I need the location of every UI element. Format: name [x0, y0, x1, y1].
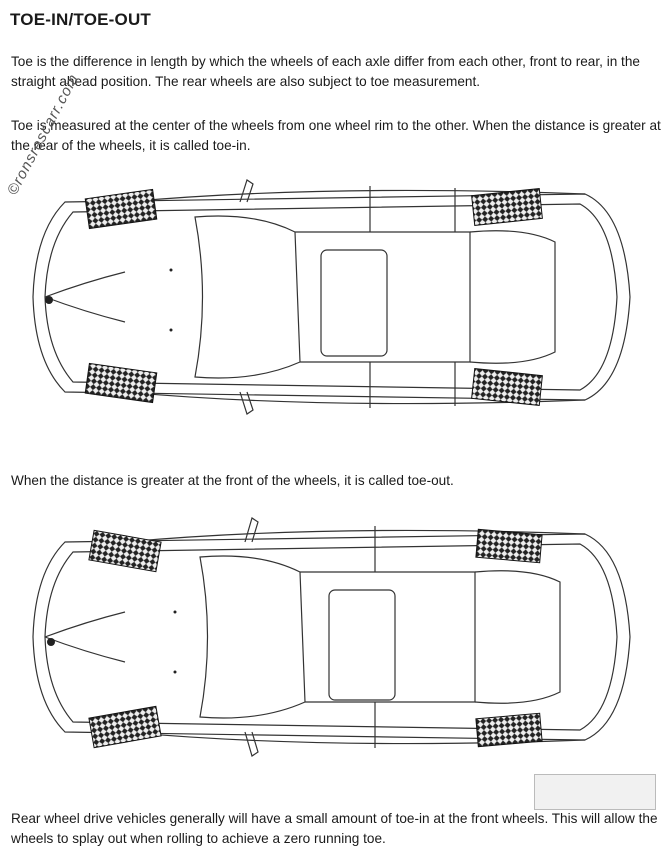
front-right-wheel	[85, 363, 157, 402]
stamp-mark	[534, 774, 656, 810]
front-right-wheel	[89, 706, 161, 747]
front-left-wheel	[85, 189, 157, 228]
rear-right-wheel	[472, 369, 543, 406]
watermark: ©ronsrescarr.com	[4, 70, 83, 198]
toe-out-paragraph: When the distance is greater at the front of the wheels, it is called toe-out.	[11, 473, 454, 488]
rwd-paragraph: Rear wheel drive vehicles generally will have a small amount of toe-in at the front wheels. This will allow the wheels to splay out when rolling to achieve a zero running toe.	[11, 811, 658, 846]
toe-in-paragraph: Toe is measured at the center of the wheels from one wheel rim to the other. When the distance is greater at the rear of the wheels, it is called toe-in.	[11, 118, 661, 153]
rear-left-wheel	[472, 189, 543, 226]
rear-left-wheel	[476, 529, 542, 562]
page-title: TOE-IN/TOE-OUT	[10, 10, 152, 29]
intro-paragraph: Toe is the difference in length by which the wheels of each axle differ from each other, front to rear, in the straight ahead position. The rear wheels are also subject to toe measurement.	[11, 54, 640, 89]
front-left-wheel	[89, 530, 161, 571]
toe-in-car-diagram	[25, 172, 645, 422]
toe-out-car-diagram	[25, 512, 645, 762]
rear-right-wheel	[476, 713, 542, 746]
